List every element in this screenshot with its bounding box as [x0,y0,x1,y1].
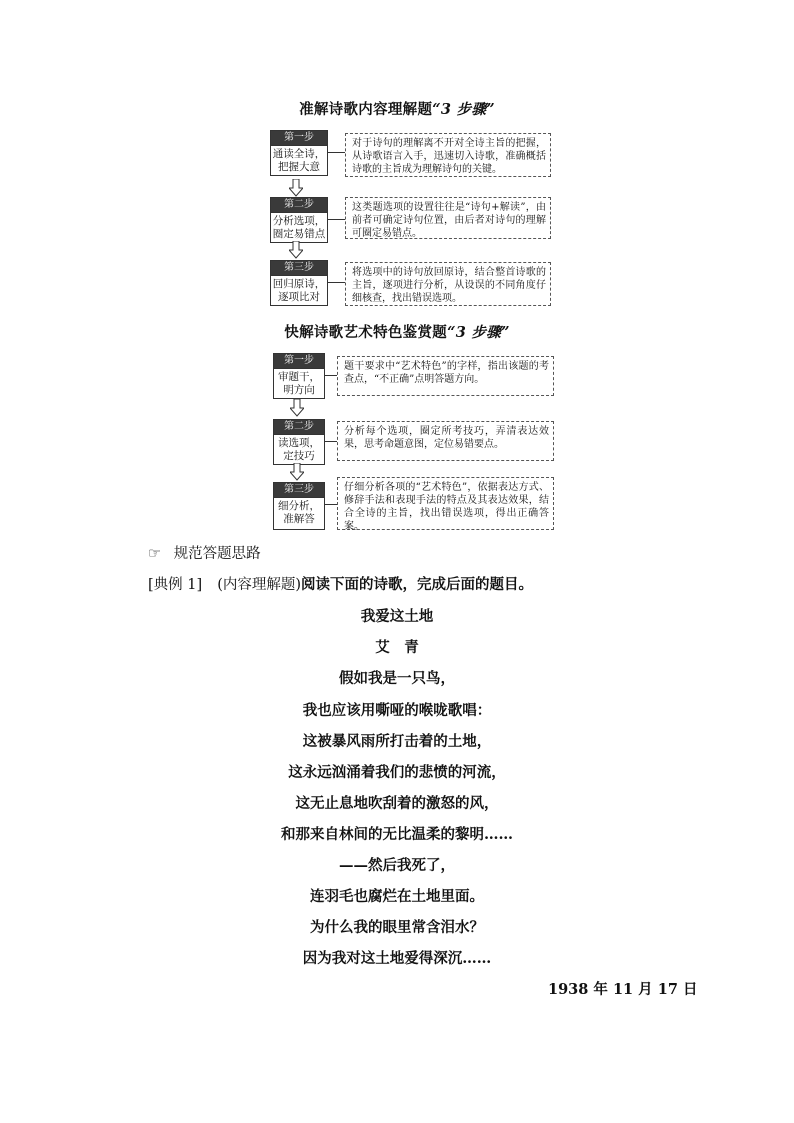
flow1-desc-3: 将选项中的诗句放回原诗，结合整首诗歌的主旨，逐项进行分析，从设误的不同角度仔细核查，找出错误选项。 [345,262,551,306]
step-text: 读选项，定技巧 [278,437,320,462]
poem-line: ——然后我死了， [339,857,455,874]
flow2-step-1 [273,353,325,399]
step-text: 回归原诗，逐项比对 [272,278,326,303]
step-text: 分析选项，圈定易错点 [272,215,326,240]
flow1-title-quote: “3 步骤” [432,101,495,118]
poem-line: 假如我是一只鸟， [339,670,455,687]
poem-date: 1938 年 11 月 17 日 [548,981,698,998]
flow2-title-quote: “3 步骤” [447,324,510,341]
poem-line: 和那来自林间的无比温柔的黎明…… [281,826,513,843]
step-label: 第三步 [271,261,327,276]
step-text: 通读全诗，把握大意 [272,148,326,173]
flow2-desc-3: 仔细分析各项的“艺术特色”，依据表达方式、修辞手法和表现手法的特点及其表达效果，结合全诗的主旨，找出错误选项，得出正确答案。 [337,477,554,530]
example-type: (内容理解题) [217,577,302,593]
connector-line [324,375,337,376]
poem-author: 艾 青 [375,639,419,656]
step-label: 第三步 [274,483,324,498]
example-instruction: 阅读下面的诗歌，完成后面的题目。 [301,576,534,593]
down-arrow-icon [290,463,304,481]
flow2-desc-2: 分析每个选项，圈定所考技巧，弄清表达效果，思考命题意图，定位易错要点。 [337,421,554,461]
flow1-title-main: 准解诗歌内容理解题 [299,101,433,118]
step-text: 细分析，准解答 [278,500,320,525]
pointing-hand-icon: ☞ [148,546,161,562]
poem-line: 我也应该用嘶哑的喉咙歌唱： [302,702,492,719]
step-label: 第二步 [274,420,324,435]
section-label: 规范答题思路 [173,546,261,562]
poem-line: 这永远汹涌着我们的悲愤的河流， [288,764,506,781]
poem-line: 这被暴风雨所打击着的土地， [302,733,492,750]
connector-line [324,504,337,505]
flow1-desc-1: 对于诗句的理解离不开对全诗主旨的把握，从诗歌语言入手，迅速切入诗歌，准确概括诗歌的主旨成为理解诗句的关键。 [345,133,551,177]
step-label: 第二步 [271,198,327,213]
flow2-step-2 [273,419,325,465]
poem-line: 因为我对这土地爱得深沉…… [302,950,492,967]
step-label: 第一步 [274,354,324,369]
flow2-title-main: 快解诗歌艺术特色鉴赏题 [284,324,448,341]
flow2-step-3 [273,482,325,530]
flow2-diagram [0,0,794,540]
flow2-desc-1: 题干要求中“艺术特色”的字样，指出该题的考查点，“不正确”点明答题方向。 [337,356,554,396]
example-tag: [典例 1] [148,577,203,593]
step-label: 第一步 [271,131,327,146]
flow1-desc-2: 这类题选项的设置往往是“诗句+解读”，由前者可确定诗句位置，由后者对诗句的理解可圈定易错点。 [345,197,551,239]
poem-line: 为什么我的眼里常含泪水？ [310,919,484,936]
step-text: 审题干，明方向 [278,371,320,396]
poem-title: 我爱这土地 [360,608,434,625]
poem-line: 连羽毛也腐烂在土地里面。 [310,888,484,905]
down-arrow-icon [290,399,304,417]
section-heading [148,542,261,563]
example-header [148,573,533,594]
poem-line: 这无止息地吹刮着的激怒的风， [295,795,499,812]
connector-line [324,441,337,442]
